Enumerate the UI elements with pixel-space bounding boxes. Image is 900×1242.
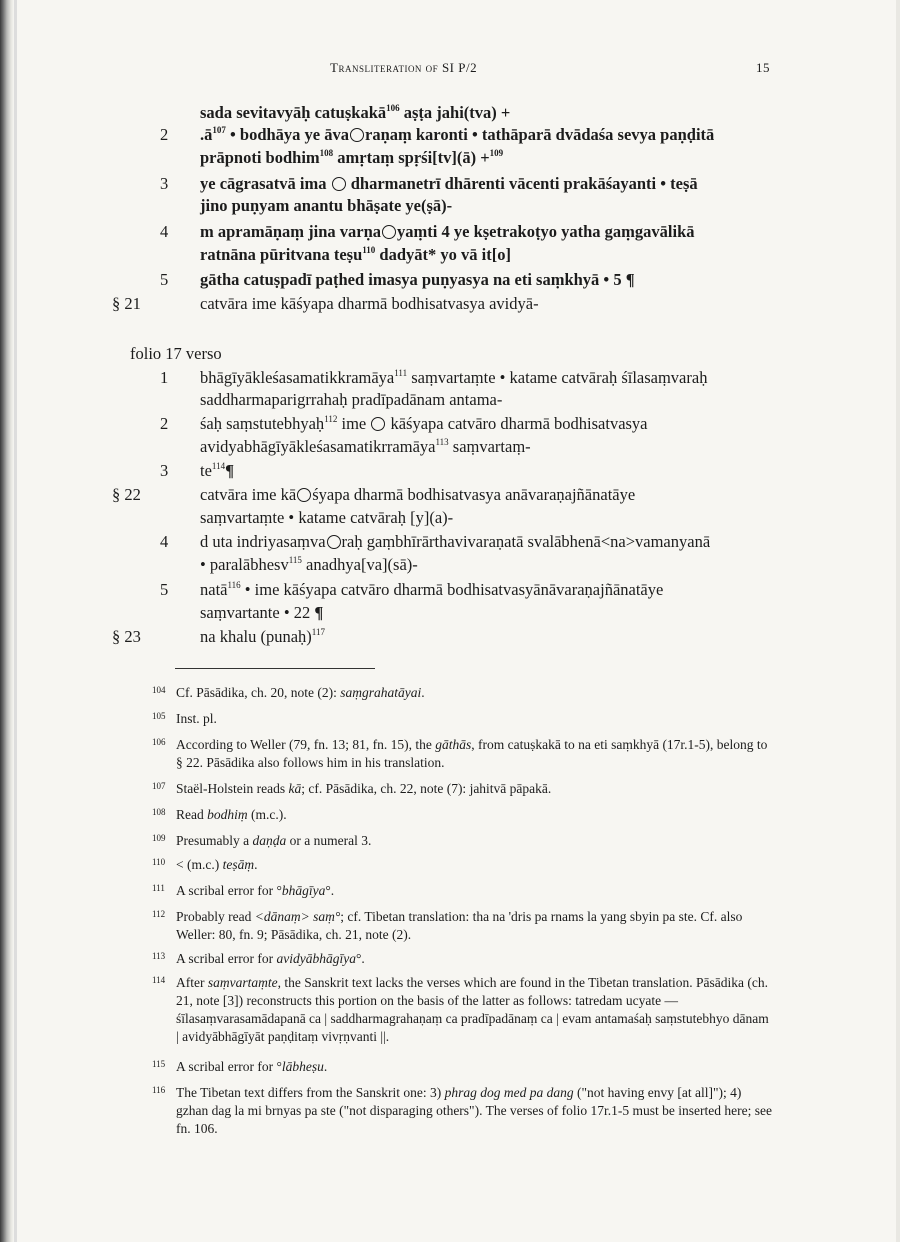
book-spine-edge xyxy=(14,0,17,1242)
line-number: 3 xyxy=(160,174,169,193)
footnote: 107 Staël-Holstein reads kā; cf. Pāsādika, ch. 22, note (7): jahitvā pāpakā. xyxy=(152,781,552,796)
line-number: 4 xyxy=(160,532,169,551)
verse-line: jino puṇyam anantu bhāṣate ye(ṣā)- xyxy=(200,196,453,215)
running-header-title: Transliteration of SI P/2 xyxy=(330,60,478,75)
verse-line: saṃvartaṃte • katame catvāraḥ [y](a)- xyxy=(200,508,454,527)
string-hole-circle-icon xyxy=(297,488,311,502)
paragraph-mark: ¶ xyxy=(625,270,635,289)
verse-line: $te^{114}\P$ xyxy=(200,461,235,480)
running-header xyxy=(330,60,770,76)
verse-line: sada sevitavyāḥ catuṣkakā$^{106}$ aṣṭa jahi(tva) + xyxy=(200,103,511,122)
string-hole-circle-icon xyxy=(327,535,341,549)
footnote: 115 A scribal error for °lābheṣu. xyxy=(152,1059,328,1074)
footnote: 113 A scribal error for avidyābhāgīya°. xyxy=(152,951,365,966)
paragraph-mark: ¶ xyxy=(314,603,324,622)
line-number: 2 xyxy=(160,125,169,144)
line-number: 5 xyxy=(160,580,169,599)
line-number: 1 xyxy=(160,368,169,387)
verse-line: avidyabhāgīyākleśasamatikrramāya$^{113}$ saṃvartaṃ- xyxy=(200,437,531,456)
verse-line: prāpnoti bodhim$^{108}$ amṛtaṃ spṛśi[tv](ā) +$^{109}$ xyxy=(200,148,504,167)
footnote: 108 Read bodhiṃ (m.c.). xyxy=(152,807,287,822)
verse-line: catvāra ime kāśyapa dharmā bodhisatvasya avidyā- xyxy=(200,294,539,313)
paragraph-mark: ¶ xyxy=(225,461,235,480)
page-number: 15 xyxy=(756,60,770,75)
string-hole-circle-icon xyxy=(350,128,364,142)
verse-line: bhāgīyākleśasamatikkramāya$^{111}$ saṃvartaṃte • katame catvāraḥ śīlasaṃvaraḥ xyxy=(200,368,708,387)
line-number: 2 xyxy=(160,414,169,433)
line-number: 4 xyxy=(160,222,169,241)
section-label: § 22 xyxy=(112,485,141,504)
footnote: 106 According to Weller (79, fn. 13; 81, fn. 15), the gāthās, from catuṣkakā to na eti saṃkhyā (17r.1-5), belong to § 22. Pāsādika also follows him in his translation. xyxy=(152,737,768,770)
verse-line: m apramāṇaṃ jina varṇa yaṃti 4 ye kṣetrakoṭyo yatha gaṃgavālikā xyxy=(200,222,695,241)
verse-line: $.ā^{107}$ • bodhāya ye āva raṇaṃ karonti • tathāparā dvādaśa sevya paṇḍitā xyxy=(200,125,715,144)
verse-line: • paralābhesv$^{115}$ anadhya[va](sā)- xyxy=(200,555,418,574)
line-number: 3 xyxy=(160,461,169,480)
footnote: 111 A scribal error for °bhāgīya°. xyxy=(152,883,335,898)
verse-line: na khalu (punaḥ)$^{117}$ xyxy=(200,627,325,646)
footnote: 116 The Tibetan text differs from the Sanskrit one: 3) phrag dog med pa dang ("not having envy [at all]"); 4) gzhan dag la mi brnyas pa ste ("not disparaging others"). The verses of folio 17r.1-5 must be inserted here; see fn. 106. xyxy=(152,1085,772,1136)
line-number: 5 xyxy=(160,270,169,289)
verse-line: gātha catuṣpadī paṭhed imasya puṇyasya na eti saṃkhyā • 5 ¶ xyxy=(200,270,635,289)
footnote-separator xyxy=(175,668,375,669)
section-label: § 21 xyxy=(112,294,141,313)
footnote: 104 Cf. Pāsādika, ch. 20, note (2): saṃgrahatāyai. xyxy=(152,685,425,700)
verse-line: śaḥ saṃstutebhyaḥ$^{112}$ ime kāśyapa catvāro dharmā bodhisatvasya xyxy=(200,414,648,433)
string-hole-circle-icon xyxy=(371,417,385,431)
verse-line: natā$^{116}$ • ime kāśyapa catvāro dharmā bodhisatvasyānāvaraṇajñānatāye xyxy=(200,580,664,599)
verse-line: saṃvartante • 22 ¶ xyxy=(200,603,324,622)
footnote: 109 Presumably a daṇḍa or a numeral 3. xyxy=(152,833,372,848)
footnote: 112 Probably read <dānaṃ> saṃ°; cf. Tibetan translation: tha na 'dris pa rnams la yang sbyin pa ste. Cf. also Weller: 80, fn. 9; Pāsādika, ch. 21, note (2). xyxy=(152,909,743,942)
section-label: § 23 xyxy=(112,627,141,646)
footnote: 114 After saṃvartaṃte, the Sanskrit text lacks the verses which are found in the Tibetan translation. Pāsādika (ch. 21, note [3]) reconstructs this portion on the basis of the latter as follows: tatredam ucyate — śīlasaṃvarasamādapanā ca | saddharmagrahaṇaṃ ca pradīpadānaṃ ca | evam antamaśaḥ saṃstutebhyo dānam | avidyābhāgīyāt paṇḍitaṃ vivṛṇvanti ||. xyxy=(152,975,769,1044)
verse-line: d uta indriyasaṃva raḥ gaṃbhīrārthavivaraṇatā svalābhenā<na>vamanyanā xyxy=(200,532,711,551)
book-spine-shadow xyxy=(0,0,14,1242)
string-hole-circle-icon xyxy=(332,177,346,191)
footnote: 110 < (m.c.) teṣāṃ. xyxy=(152,857,258,872)
verse-line: ratnāna pūritvana teṣu$^{110}$ dadyāt* yo vā it[o] xyxy=(200,245,511,264)
page-right-edge xyxy=(896,0,900,1242)
verse-line: saddharmaparigrrahaḥ pradīpadānam antama- xyxy=(200,390,503,409)
string-hole-circle-icon xyxy=(382,225,396,239)
footnote: 105 Inst. pl. xyxy=(152,711,217,726)
folio-heading: folio 17 verso xyxy=(130,344,222,363)
verse-line: catvāra ime kā śyapa dharmā bodhisatvasya anāvaraṇajñānatāye xyxy=(200,485,636,504)
verse-line: ye cāgrasatvā ima dharmanetrī dhārenti vācenti prakāśayanti • teṣā xyxy=(200,174,698,193)
